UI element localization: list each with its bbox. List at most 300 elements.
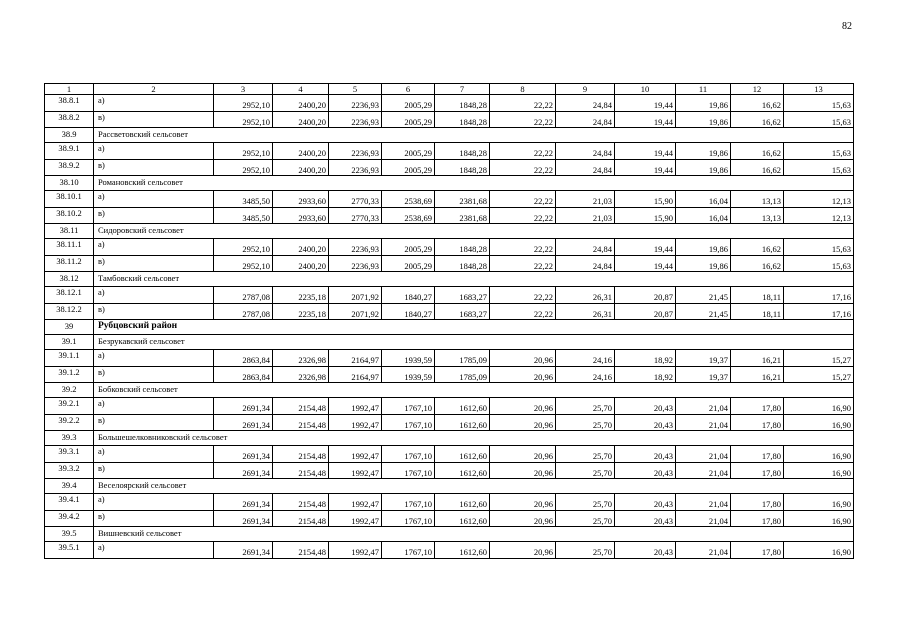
row-id: 39.1.2 — [45, 366, 94, 383]
row-value: 1612,60 — [435, 542, 490, 559]
row-id: 38.12.1 — [45, 287, 94, 304]
row-value: 17,16 — [784, 287, 854, 304]
row-value: 15,63 — [784, 255, 854, 272]
settlement-row — [45, 431, 854, 446]
table-row — [45, 191, 854, 208]
row-value: 1785,09 — [435, 350, 490, 367]
row-value: 2770,33 — [329, 207, 382, 224]
row-value: 2538,69 — [382, 191, 435, 208]
row-value: 20,43 — [615, 510, 676, 527]
row-id: 39.2.1 — [45, 398, 94, 415]
row-value: 20,96 — [490, 398, 556, 415]
row-value: 16,90 — [784, 510, 854, 527]
row-value: 21,03 — [556, 207, 615, 224]
row-value: 2691,34 — [214, 414, 273, 431]
row-value: 15,63 — [784, 143, 854, 160]
row-value: 21,03 — [556, 191, 615, 208]
row-label: а) — [94, 95, 214, 112]
row-value: 20,96 — [490, 462, 556, 479]
row-value: 1992,47 — [329, 542, 382, 559]
row-value: 16,21 — [731, 366, 784, 383]
row-value: 2005,29 — [382, 111, 435, 128]
row-value: 2071,92 — [329, 287, 382, 304]
row-value: 24,84 — [556, 95, 615, 112]
row-value: 25,70 — [556, 462, 615, 479]
row-value: 1683,27 — [435, 303, 490, 320]
settlement-row — [45, 335, 854, 350]
column-header: 2 — [94, 84, 214, 95]
row-value: 2691,34 — [214, 462, 273, 479]
row-value: 25,70 — [556, 398, 615, 415]
row-value: 2005,29 — [382, 159, 435, 176]
row-label: а) — [94, 446, 214, 463]
row-label: а) — [94, 287, 214, 304]
row-value: 17,80 — [731, 510, 784, 527]
row-value: 2691,34 — [214, 446, 273, 463]
row-value: 2235,18 — [273, 287, 329, 304]
row-value: 1612,60 — [435, 414, 490, 431]
column-header: 7 — [435, 84, 490, 95]
row-value: 20,96 — [490, 446, 556, 463]
row-value: 19,86 — [676, 143, 731, 160]
row-value: 2164,97 — [329, 366, 382, 383]
row-value: 1992,47 — [329, 494, 382, 511]
row-value: 20,96 — [490, 366, 556, 383]
row-value: 2400,20 — [273, 111, 329, 128]
settlement-name: Безрукавский сельсовет — [94, 335, 854, 350]
settlement-row — [45, 383, 854, 398]
column-header: 10 — [615, 84, 676, 95]
row-value: 21,45 — [676, 287, 731, 304]
row-value: 3485,50 — [214, 207, 273, 224]
row-value: 24,84 — [556, 159, 615, 176]
column-header: 9 — [556, 84, 615, 95]
column-header: 1 — [45, 84, 94, 95]
row-value: 2154,48 — [273, 414, 329, 431]
row-value: 25,70 — [556, 542, 615, 559]
row-value: 25,70 — [556, 494, 615, 511]
row-id: 38.11 — [45, 224, 94, 239]
row-value: 2154,48 — [273, 542, 329, 559]
row-value: 2154,48 — [273, 510, 329, 527]
row-label: в) — [94, 303, 214, 320]
row-value: 20,43 — [615, 494, 676, 511]
row-value: 20,96 — [490, 494, 556, 511]
row-value: 1767,10 — [382, 542, 435, 559]
row-value: 19,44 — [615, 159, 676, 176]
row-value: 1767,10 — [382, 494, 435, 511]
row-value: 16,90 — [784, 542, 854, 559]
column-header: 8 — [490, 84, 556, 95]
column-header: 5 — [329, 84, 382, 95]
row-value: 19,86 — [676, 111, 731, 128]
settlement-name: Рассветовский сельсовет — [94, 128, 854, 143]
row-id: 39.2.2 — [45, 414, 94, 431]
row-id: 39 — [45, 320, 94, 335]
row-value: 1939,59 — [382, 366, 435, 383]
row-value: 19,86 — [676, 255, 731, 272]
row-value: 1992,47 — [329, 510, 382, 527]
row-value: 2952,10 — [214, 239, 273, 256]
row-value: 16,90 — [784, 398, 854, 415]
row-id: 38.9.2 — [45, 159, 94, 176]
row-value: 25,70 — [556, 510, 615, 527]
row-value: 22,22 — [490, 255, 556, 272]
row-value: 15,63 — [784, 239, 854, 256]
row-value: 24,84 — [556, 239, 615, 256]
row-id: 39.3.1 — [45, 446, 94, 463]
row-value: 2952,10 — [214, 159, 273, 176]
table-row — [45, 542, 854, 559]
row-value: 20,87 — [615, 287, 676, 304]
table-row — [45, 398, 854, 415]
row-value: 19,86 — [676, 95, 731, 112]
column-header: 11 — [676, 84, 731, 95]
settlement-row — [45, 272, 854, 287]
row-value: 22,22 — [490, 95, 556, 112]
row-label: в) — [94, 111, 214, 128]
row-value: 2863,84 — [214, 366, 273, 383]
table-row — [45, 510, 854, 527]
row-value: 2538,69 — [382, 207, 435, 224]
row-value: 2400,20 — [273, 159, 329, 176]
row-value: 1840,27 — [382, 303, 435, 320]
row-value: 17,80 — [731, 542, 784, 559]
settlement-row — [45, 128, 854, 143]
row-label: в) — [94, 159, 214, 176]
row-id: 38.10 — [45, 176, 94, 191]
row-value: 1612,60 — [435, 510, 490, 527]
row-value: 2952,10 — [214, 111, 273, 128]
table-row — [45, 143, 854, 160]
settlement-row — [45, 527, 854, 542]
row-value: 2154,48 — [273, 446, 329, 463]
settlement-name: Большешелковниковский сельсовет — [94, 431, 854, 446]
row-value: 2400,20 — [273, 239, 329, 256]
row-value: 12,13 — [784, 207, 854, 224]
row-value: 16,62 — [731, 111, 784, 128]
row-value: 2235,18 — [273, 303, 329, 320]
row-value: 1767,10 — [382, 414, 435, 431]
row-id: 38.8.1 — [45, 95, 94, 112]
row-value: 16,04 — [676, 191, 731, 208]
row-value: 21,45 — [676, 303, 731, 320]
row-id: 38.8.2 — [45, 111, 94, 128]
row-value: 3485,50 — [214, 191, 273, 208]
row-value: 1992,47 — [329, 462, 382, 479]
row-value: 16,62 — [731, 159, 784, 176]
row-value: 2071,92 — [329, 303, 382, 320]
row-value: 15,27 — [784, 350, 854, 367]
row-value: 1939,59 — [382, 350, 435, 367]
row-value: 1848,28 — [435, 159, 490, 176]
row-value: 1992,47 — [329, 398, 382, 415]
row-value: 13,13 — [731, 191, 784, 208]
row-value: 2787,08 — [214, 287, 273, 304]
row-value: 2236,93 — [329, 159, 382, 176]
row-value: 19,86 — [676, 159, 731, 176]
row-label: в) — [94, 462, 214, 479]
row-value: 16,62 — [731, 143, 784, 160]
row-value: 20,96 — [490, 542, 556, 559]
row-id: 39.4.1 — [45, 494, 94, 511]
row-value: 25,70 — [556, 446, 615, 463]
row-id: 39.3 — [45, 431, 94, 446]
row-value: 24,16 — [556, 350, 615, 367]
header-row — [45, 84, 854, 95]
row-value: 15,90 — [615, 207, 676, 224]
row-value: 26,31 — [556, 287, 615, 304]
row-id: 38.11.2 — [45, 255, 94, 272]
row-value: 2005,29 — [382, 255, 435, 272]
row-value: 2236,93 — [329, 239, 382, 256]
table-row — [45, 95, 854, 112]
row-label: в) — [94, 414, 214, 431]
row-value: 2933,60 — [273, 207, 329, 224]
row-value: 2933,60 — [273, 191, 329, 208]
row-value: 22,22 — [490, 191, 556, 208]
column-header: 13 — [784, 84, 854, 95]
row-value: 2381,68 — [435, 191, 490, 208]
row-value: 2381,68 — [435, 207, 490, 224]
row-value: 17,80 — [731, 398, 784, 415]
row-value: 16,90 — [784, 494, 854, 511]
settlement-row — [45, 224, 854, 239]
table-row — [45, 207, 854, 224]
row-value: 1848,28 — [435, 255, 490, 272]
row-value: 24,16 — [556, 366, 615, 383]
row-id: 39.2 — [45, 383, 94, 398]
row-value: 1992,47 — [329, 414, 382, 431]
row-value: 1683,27 — [435, 287, 490, 304]
table-row — [45, 350, 854, 367]
row-value: 2400,20 — [273, 95, 329, 112]
row-id: 39.5 — [45, 527, 94, 542]
settlement-row — [45, 479, 854, 494]
row-label: в) — [94, 207, 214, 224]
row-value: 2326,98 — [273, 366, 329, 383]
row-value: 16,62 — [731, 239, 784, 256]
row-label: а) — [94, 398, 214, 415]
row-label: а) — [94, 494, 214, 511]
row-value: 15,27 — [784, 366, 854, 383]
table-row — [45, 111, 854, 128]
row-value: 21,04 — [676, 510, 731, 527]
row-value: 22,22 — [490, 111, 556, 128]
table-row — [45, 255, 854, 272]
row-value: 16,62 — [731, 95, 784, 112]
row-value: 12,13 — [784, 191, 854, 208]
table-row — [45, 462, 854, 479]
row-id: 39.1.1 — [45, 350, 94, 367]
row-value: 24,84 — [556, 143, 615, 160]
row-label: а) — [94, 191, 214, 208]
row-value: 21,04 — [676, 462, 731, 479]
row-value: 25,70 — [556, 414, 615, 431]
row-value: 2005,29 — [382, 95, 435, 112]
row-id: 38.12.2 — [45, 303, 94, 320]
row-value: 1848,28 — [435, 239, 490, 256]
row-id: 38.11.1 — [45, 239, 94, 256]
row-value: 1612,60 — [435, 398, 490, 415]
table-row — [45, 303, 854, 320]
row-value: 16,90 — [784, 414, 854, 431]
row-value: 15,63 — [784, 159, 854, 176]
settlement-name: Романовский сельсовет — [94, 176, 854, 191]
row-value: 13,13 — [731, 207, 784, 224]
row-value: 2400,20 — [273, 143, 329, 160]
row-value: 1612,60 — [435, 462, 490, 479]
row-value: 20,43 — [615, 414, 676, 431]
row-value: 1612,60 — [435, 494, 490, 511]
row-value: 16,90 — [784, 446, 854, 463]
row-value: 20,43 — [615, 446, 676, 463]
row-value: 2691,34 — [214, 398, 273, 415]
row-value: 21,04 — [676, 446, 731, 463]
row-id: 39.4.2 — [45, 510, 94, 527]
row-id: 38.9.1 — [45, 143, 94, 160]
row-value: 20,96 — [490, 350, 556, 367]
row-value: 20,43 — [615, 462, 676, 479]
row-value: 18,92 — [615, 366, 676, 383]
row-value: 19,44 — [615, 255, 676, 272]
row-value: 15,63 — [784, 95, 854, 112]
row-label: в) — [94, 255, 214, 272]
row-value: 2236,93 — [329, 95, 382, 112]
row-value: 1992,47 — [329, 446, 382, 463]
row-value: 2005,29 — [382, 239, 435, 256]
row-value: 1767,10 — [382, 462, 435, 479]
row-value: 22,22 — [490, 287, 556, 304]
row-value: 2787,08 — [214, 303, 273, 320]
row-value: 2863,84 — [214, 350, 273, 367]
row-value: 24,84 — [556, 111, 615, 128]
settlement-name: Вишневский сельсовет — [94, 527, 854, 542]
table-row — [45, 414, 854, 431]
row-value: 1767,10 — [382, 398, 435, 415]
row-value: 1848,28 — [435, 143, 490, 160]
settlement-name: Веселоярский сельсовет — [94, 479, 854, 494]
column-header: 4 — [273, 84, 329, 95]
row-value: 20,96 — [490, 414, 556, 431]
row-value: 2952,10 — [214, 95, 273, 112]
row-value: 17,80 — [731, 414, 784, 431]
row-value: 19,44 — [615, 143, 676, 160]
row-value: 2154,48 — [273, 494, 329, 511]
row-value: 18,11 — [731, 303, 784, 320]
row-value: 22,22 — [490, 239, 556, 256]
row-value: 2326,98 — [273, 350, 329, 367]
row-id: 39.5.1 — [45, 542, 94, 559]
table-row — [45, 494, 854, 511]
row-value: 20,43 — [615, 542, 676, 559]
row-value: 17,80 — [731, 446, 784, 463]
row-value: 20,96 — [490, 510, 556, 527]
page-number: 82 — [842, 21, 852, 32]
row-value: 15,63 — [784, 111, 854, 128]
row-value: 20,43 — [615, 398, 676, 415]
row-value: 19,86 — [676, 239, 731, 256]
row-value: 2691,34 — [214, 510, 273, 527]
row-value: 21,04 — [676, 494, 731, 511]
settlement-row — [45, 176, 854, 191]
column-header: 12 — [731, 84, 784, 95]
row-value: 22,22 — [490, 159, 556, 176]
district-row — [45, 320, 854, 335]
row-value: 16,90 — [784, 462, 854, 479]
row-value: 1767,10 — [382, 446, 435, 463]
row-value: 16,62 — [731, 255, 784, 272]
row-value: 21,04 — [676, 542, 731, 559]
row-id: 38.10.2 — [45, 207, 94, 224]
row-value: 21,04 — [676, 414, 731, 431]
row-value: 15,90 — [615, 191, 676, 208]
table-row — [45, 239, 854, 256]
row-value: 26,31 — [556, 303, 615, 320]
row-value: 19,37 — [676, 366, 731, 383]
row-value: 1785,09 — [435, 366, 490, 383]
row-value: 16,04 — [676, 207, 731, 224]
row-value: 16,21 — [731, 350, 784, 367]
row-value: 2400,20 — [273, 255, 329, 272]
row-value: 1612,60 — [435, 446, 490, 463]
row-value: 2005,29 — [382, 143, 435, 160]
row-value: 22,22 — [490, 207, 556, 224]
row-id: 38.12 — [45, 272, 94, 287]
table-row — [45, 287, 854, 304]
row-value: 2236,93 — [329, 111, 382, 128]
row-label: в) — [94, 366, 214, 383]
row-value: 1848,28 — [435, 111, 490, 128]
row-value: 1767,10 — [382, 510, 435, 527]
row-id: 38.9 — [45, 128, 94, 143]
row-value: 22,22 — [490, 303, 556, 320]
table-row — [45, 159, 854, 176]
row-label: а) — [94, 542, 214, 559]
row-value: 17,80 — [731, 494, 784, 511]
row-value: 18,11 — [731, 287, 784, 304]
row-value: 17,80 — [731, 462, 784, 479]
column-header: 6 — [382, 84, 435, 95]
row-value: 17,16 — [784, 303, 854, 320]
row-label: а) — [94, 143, 214, 160]
row-value: 19,44 — [615, 95, 676, 112]
row-value: 1848,28 — [435, 95, 490, 112]
row-value: 2691,34 — [214, 494, 273, 511]
row-id: 39.4 — [45, 479, 94, 494]
row-value: 24,84 — [556, 255, 615, 272]
row-id: 39.3.2 — [45, 462, 94, 479]
row-label: а) — [94, 350, 214, 367]
settlement-name: Тамбовский сельсовет — [94, 272, 854, 287]
row-value: 21,04 — [676, 398, 731, 415]
row-label: а) — [94, 239, 214, 256]
row-value: 22,22 — [490, 143, 556, 160]
row-label: в) — [94, 510, 214, 527]
row-value: 19,44 — [615, 239, 676, 256]
row-value: 19,37 — [676, 350, 731, 367]
table-row — [45, 366, 854, 383]
district-name: Рубцовский район — [94, 320, 854, 335]
row-value: 1840,27 — [382, 287, 435, 304]
row-value: 2770,33 — [329, 191, 382, 208]
settlement-name: Сидоровский сельсовет — [94, 224, 854, 239]
row-value: 2952,10 — [214, 143, 273, 160]
row-value: 2691,34 — [214, 542, 273, 559]
row-value: 2154,48 — [273, 398, 329, 415]
row-id: 38.10.1 — [45, 191, 94, 208]
row-value: 2952,10 — [214, 255, 273, 272]
